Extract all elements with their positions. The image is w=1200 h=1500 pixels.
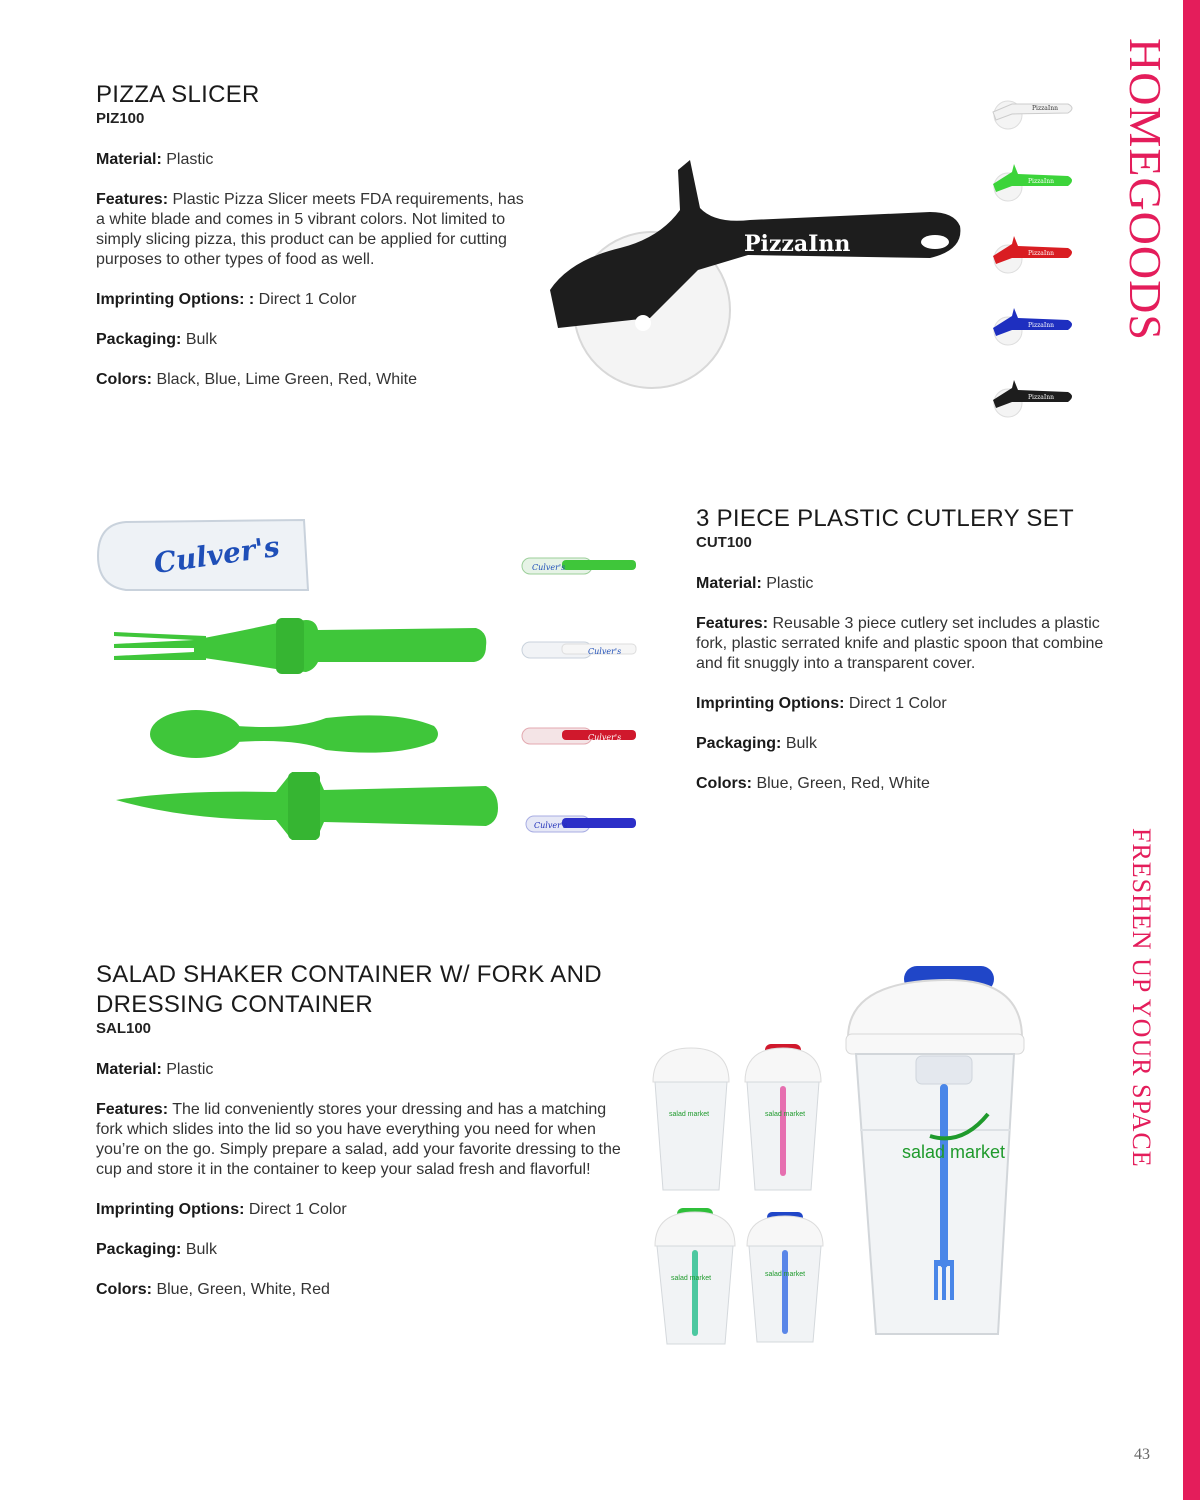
variant-red xyxy=(993,236,1072,273)
category-subtitle: FRESHEN UP YOUR SPACE xyxy=(1127,828,1156,1168)
svg-text:PizzaInn: PizzaInn xyxy=(1028,322,1054,329)
colors-line: Colors: Blue, Green, White, Red xyxy=(96,1281,330,1298)
imprint-line: Imprinting Options: : Direct 1 Color xyxy=(96,291,357,308)
product-code: SAL100 xyxy=(96,1020,152,1037)
accent-bar xyxy=(1183,0,1200,1500)
cutlery-fork xyxy=(114,618,486,674)
svg-text:salad market: salad market xyxy=(669,1111,710,1118)
cutlery-color-variants xyxy=(518,548,643,848)
variant-green xyxy=(522,558,636,574)
product-title: SALAD SHAKER CONTAINER W/ FORK AND DRESSING CONTAINER xyxy=(96,961,602,1018)
material-line: Material: Plastic xyxy=(96,151,214,168)
variant-blue xyxy=(993,308,1072,345)
product-pizza-slicer xyxy=(96,80,526,410)
svg-text:PizzaInn: PizzaInn xyxy=(1028,250,1054,257)
features-line: Features: The lid conveniently stores your dressing and has a matching fork which slides into the lid so you have everything you need for when you’re on the go. Simply prepare a salad, add your favorite dressing to the cup and store it in the container to keep your salad fresh and flavorful! xyxy=(96,1101,621,1178)
pizza-slicer-image xyxy=(540,150,980,400)
packaging-line: Packaging: Bulk xyxy=(96,331,217,348)
material-line: Material: Plastic xyxy=(96,1061,214,1078)
imprint-line: Imprinting Options: Direct 1 Color xyxy=(96,1201,347,1218)
variant-white xyxy=(522,642,636,658)
variant-blue xyxy=(526,816,636,832)
product-salad-shaker xyxy=(96,960,636,1320)
colors-line: Colors: Black, Blue, Lime Green, Red, White xyxy=(96,371,418,388)
cutlery-set-image xyxy=(96,510,516,840)
variant-lime-green xyxy=(993,164,1072,201)
features-line: Features: Reusable 3 piece cutlery set includes a plastic fork, plastic serrated knife and plastic spoon that combine and fit snuggly into a transparent cover. xyxy=(696,615,1104,672)
svg-text:salad market: salad market xyxy=(671,1275,712,1282)
variant-red xyxy=(745,1044,821,1190)
variant-green xyxy=(655,1208,735,1344)
page-number: 43 xyxy=(1134,1446,1150,1463)
packaging-line: Packaging: Bulk xyxy=(696,735,817,752)
product-title: 3 PIECE PLASTIC CUTLERY SET xyxy=(696,505,1075,532)
material-line: Material: Plastic xyxy=(696,575,814,592)
variant-blue xyxy=(747,1212,823,1342)
pizza-imprint: PizzaInn xyxy=(744,231,851,257)
cutlery-spoon xyxy=(150,710,438,758)
svg-text:Culver's: Culver's xyxy=(588,647,622,656)
features-line: Features: Plastic Pizza Slicer meets FDA requirements, has a white blade and comes in 5 vibrant colors. Not limited to simply slicing pizza, this product can be applied for cutting purposes to other types of food as well. xyxy=(96,191,524,268)
cutlery-knife xyxy=(116,772,498,840)
svg-text:PizzaInn: PizzaInn xyxy=(1028,178,1054,185)
svg-text:PizzaInn: PizzaInn xyxy=(1032,105,1058,112)
svg-text:salad market: salad market xyxy=(902,1142,1006,1162)
variant-white xyxy=(993,101,1072,129)
category-label: HOMEGOODS xyxy=(1120,38,1171,341)
svg-text:Culver's: Culver's xyxy=(534,821,568,830)
variant-white xyxy=(653,1048,729,1190)
svg-text:Culver's: Culver's xyxy=(588,733,622,742)
variant-black xyxy=(993,380,1072,417)
svg-text:salad market: salad market xyxy=(765,1271,806,1278)
svg-text:PizzaInn: PizzaInn xyxy=(1028,394,1054,401)
cutlery-cover xyxy=(98,520,308,590)
colors-line: Colors: Blue, Green, Red, White xyxy=(696,775,930,792)
product-cutlery-set xyxy=(696,504,1106,814)
pizza-slicer-color-variants xyxy=(988,80,1083,440)
product-code: PIZ100 xyxy=(96,110,145,127)
salad-shaker-color-variants xyxy=(645,1040,835,1350)
variant-red xyxy=(522,728,636,744)
svg-text:Culver's: Culver's xyxy=(532,563,566,572)
imprint-line: Imprinting Options: Direct 1 Color xyxy=(696,695,947,712)
svg-text:salad market: salad market xyxy=(765,1111,806,1118)
svg-text:Culver's: Culver's xyxy=(151,529,282,581)
salad-shaker-large-image xyxy=(842,960,1032,1350)
packaging-line: Packaging: Bulk xyxy=(96,1241,217,1258)
product-code: CUT100 xyxy=(696,534,752,551)
product-title: PIZZA SLICER xyxy=(96,81,260,108)
